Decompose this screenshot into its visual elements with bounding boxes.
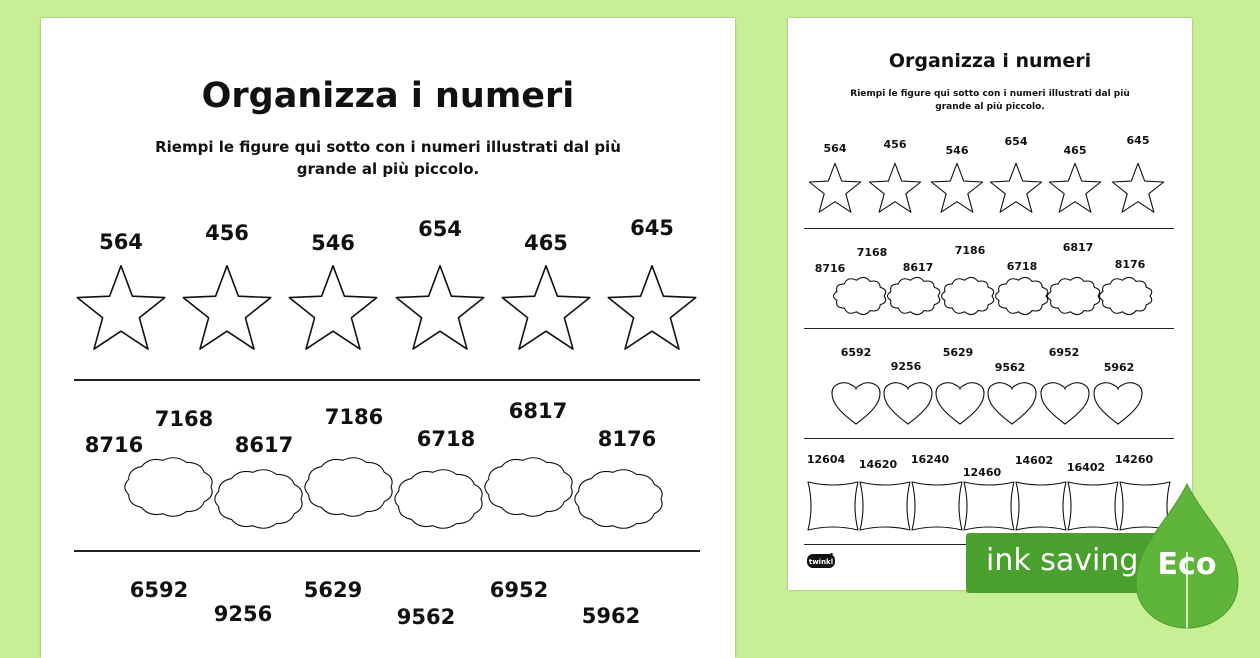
cloud-row-number: 6817 — [1062, 241, 1094, 254]
star-row-number: 546 — [945, 144, 969, 157]
pillow-answer-box-4 — [962, 480, 1016, 532]
pillow-row-number: 12460 — [962, 466, 1002, 479]
star-outline — [289, 266, 376, 349]
star-outline — [608, 266, 695, 349]
star-outline — [1049, 163, 1100, 212]
cloud-outline — [305, 458, 392, 517]
pillow-outline — [964, 482, 1014, 530]
star-answer-box-1 — [806, 159, 864, 217]
cloud-answer-box-1 — [123, 456, 215, 518]
star-outline — [990, 163, 1041, 212]
pillow-answer-box-1 — [806, 480, 860, 532]
star-row-number: 654 — [418, 217, 462, 241]
pillow-outline — [912, 482, 962, 530]
cloud-row-number: 6817 — [508, 399, 568, 423]
pillow-answer-box-5 — [1014, 480, 1068, 532]
cloud-row-number: 8176 — [1114, 258, 1146, 271]
ink-saving-label: ink saving — [986, 543, 1139, 578]
star-outline — [77, 266, 164, 349]
pillow-outline — [808, 482, 858, 530]
cloud-outline — [395, 470, 482, 529]
cloud-row-number: 8176 — [597, 427, 657, 451]
pillow-answer-box-6 — [1066, 480, 1120, 532]
pillow-outline — [860, 482, 910, 530]
cloud-row-number: 8617 — [902, 261, 934, 274]
star-answer-box-2 — [179, 260, 275, 356]
cloud-row-number: 7186 — [324, 405, 384, 429]
cloud-outline — [942, 277, 994, 314]
star-outline — [809, 163, 860, 212]
cloud-answer-box-5 — [483, 456, 575, 518]
heart-outline — [884, 383, 932, 424]
star-answer-box-4 — [987, 159, 1045, 217]
star-row-number: 456 — [883, 138, 907, 151]
eco-leaf-icon — [1128, 482, 1246, 630]
star-answer-box-3 — [285, 260, 381, 356]
star-row-number: 645 — [1126, 134, 1150, 147]
pillow-row-number: 16402 — [1066, 461, 1106, 474]
cloud-row-number: 6718 — [416, 427, 476, 451]
cloud-outline — [215, 470, 302, 529]
worksheet-title: Organizza i numeri — [201, 76, 575, 116]
star-answer-box-2 — [866, 159, 924, 217]
heart-answer-box-6 — [1092, 380, 1144, 426]
heart-answer-box-3 — [934, 380, 986, 426]
cloud-row-number: 8617 — [234, 433, 294, 457]
cloud-row-number: 7168 — [154, 407, 214, 431]
heart-row-number: 9256 — [213, 602, 273, 626]
row-divider-2 — [74, 550, 700, 552]
pillow-outline — [1016, 482, 1066, 530]
pillow-outline — [1068, 482, 1118, 530]
pillow-row-number: 14620 — [858, 458, 898, 471]
cloud-outline — [125, 458, 212, 517]
row-divider-3 — [804, 438, 1174, 439]
pillow-row-number: 16240 — [910, 453, 950, 466]
pillow-answer-box-3 — [910, 480, 964, 532]
cloud-outline — [834, 277, 886, 314]
heart-row-number: 6952 — [1048, 346, 1080, 359]
worksheet-instructions: Riempi le figure qui sotto con i numeri illustrati dal più grande al più piccolo. — [850, 89, 1130, 112]
pillow-row-number: 12604 — [806, 453, 846, 466]
cloud-outline — [1048, 277, 1100, 314]
heart-outline — [832, 383, 880, 424]
star-answer-box-5 — [1046, 159, 1104, 217]
star-outline — [931, 163, 982, 212]
heart-outline — [936, 383, 984, 424]
heart-outline — [1041, 383, 1089, 424]
cloud-outline — [996, 277, 1048, 314]
row-divider-1 — [804, 228, 1174, 229]
star-row-number: 654 — [1004, 135, 1028, 148]
pillow-row-number: 14602 — [1014, 454, 1054, 467]
heart-outline — [988, 383, 1036, 424]
star-answer-box-3 — [928, 159, 986, 217]
cloud-answer-box-6 — [573, 468, 665, 530]
heart-row-number: 5629 — [942, 346, 974, 359]
star-answer-box-4 — [392, 260, 488, 356]
pillow-row-number: 14260 — [1114, 453, 1154, 466]
heart-row-number: 6952 — [489, 578, 549, 602]
star-row-number: 456 — [205, 221, 249, 245]
cloud-answer-box-2 — [886, 276, 942, 316]
heart-answer-box-2 — [882, 380, 934, 426]
cloud-outline — [575, 470, 662, 529]
star-answer-box-5 — [498, 260, 594, 356]
heart-answer-box-5 — [1039, 380, 1091, 426]
logo-text: twinkl — [808, 558, 834, 566]
star-row-number: 465 — [524, 231, 568, 255]
cloud-answer-box-4 — [393, 468, 485, 530]
cloud-row-number: 8716 — [814, 262, 846, 275]
cloud-outline — [1100, 277, 1152, 314]
heart-answer-box-1 — [830, 380, 882, 426]
star-outline — [183, 266, 270, 349]
row-divider-2 — [804, 328, 1174, 329]
cloud-answer-box-3 — [940, 276, 996, 316]
star-row-number: 645 — [630, 216, 674, 240]
cloud-outline — [485, 458, 572, 517]
star-outline — [869, 163, 920, 212]
heart-row-number: 5962 — [1103, 361, 1135, 374]
twinkl-logo-icon — [806, 553, 836, 569]
heart-row-number: 9256 — [890, 360, 922, 373]
star-row-number: 564 — [99, 230, 143, 254]
star-answer-box-1 — [73, 260, 169, 356]
star-row-number: 546 — [311, 231, 355, 255]
star-row-number: 465 — [1063, 144, 1087, 157]
cloud-answer-box-2 — [213, 468, 305, 530]
star-answer-box-6 — [604, 260, 700, 356]
star-answer-box-6 — [1109, 159, 1167, 217]
cloud-answer-box-4 — [994, 276, 1050, 316]
cloud-row-number: 7186 — [954, 244, 986, 257]
cloud-row-number: 8716 — [84, 433, 144, 457]
cloud-answer-box-6 — [1098, 276, 1154, 316]
cloud-answer-box-3 — [303, 456, 395, 518]
star-outline — [396, 266, 483, 349]
row-divider-1 — [74, 379, 700, 381]
heart-row-number: 9562 — [396, 605, 456, 629]
eco-label: Eco — [1157, 547, 1217, 582]
heart-row-number: 6592 — [129, 578, 189, 602]
star-outline — [1112, 163, 1163, 212]
worksheet-instructions: Riempi le figure qui sotto con i numeri illustrati dal più grande al più piccolo. — [155, 138, 621, 178]
cloud-outline — [888, 277, 940, 314]
heart-answer-box-4 — [986, 380, 1038, 426]
cloud-row-number: 6718 — [1006, 260, 1038, 273]
heart-outline — [1094, 383, 1142, 424]
worksheet-preview-large — [41, 18, 735, 658]
heart-row-number: 5629 — [303, 578, 363, 602]
heart-row-number: 6592 — [840, 346, 872, 359]
cloud-row-number: 7168 — [856, 246, 888, 259]
cloud-answer-box-5 — [1046, 276, 1102, 316]
heart-row-number: 9562 — [994, 361, 1026, 374]
worksheet-title: Organizza i numeri — [888, 50, 1092, 72]
star-row-number: 564 — [823, 142, 847, 155]
heart-row-number: 5962 — [581, 604, 641, 628]
cloud-answer-box-1 — [832, 276, 888, 316]
pillow-answer-box-2 — [858, 480, 912, 532]
star-outline — [502, 266, 589, 349]
